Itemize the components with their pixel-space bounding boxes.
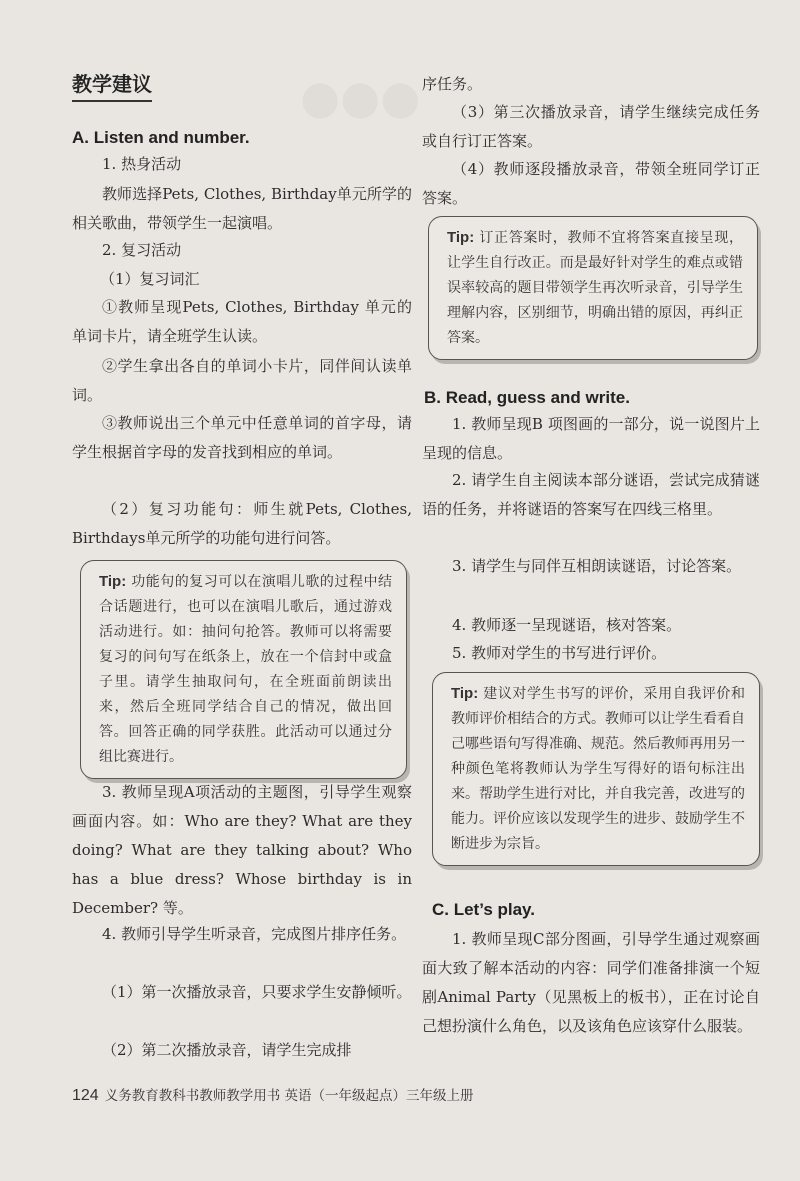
left-item-5: ①教师呈现Pets, Clothes, Birthday 单元的单词卡片，请全班学生认读。 — [72, 298, 412, 345]
left-item-1: 1. 热身活动 — [102, 155, 182, 173]
tip-label: Tip: — [451, 685, 479, 702]
section-title: 教学建议 — [72, 68, 152, 102]
left-item-12: （2）第二次播放录音，请学生完成排 — [102, 1041, 352, 1059]
faint-background-print: ●●● — [300, 70, 421, 124]
right-item-2: （3）第三次播放录音，请学生继续完成任务或自行订正答案。 — [422, 103, 760, 150]
left-item-4: （1）复习词汇 — [100, 270, 200, 288]
page-footer — [72, 1084, 474, 1105]
left-item-2: 教师选择Pets, Clothes, Birthday单元所学的相关歌曲，带领学生一起演唱。 — [72, 185, 412, 232]
heading-c: C. Let’s play. — [432, 900, 535, 919]
left-item-8: （2）复习功能句：师生就Pets, Clothes, Birthdays单元所学的功能句进行问答。 — [72, 500, 412, 547]
tip-label: Tip: — [447, 229, 475, 246]
heading-b: B. Read, guess and write. — [424, 388, 630, 407]
tip-text: 功能句的复习可以在演唱儿歌的过程中结合话题进行，也可以在演唱儿歌后，通过游戏活动进行。如：抽问句抢答。教师可以将需要复习的问句写在纸条上，放在一个信封中或盒子里。请学生抽取问句，在全班面前朗读出来，然后全班同学结合自己的情况，做出回答。回答正确的同学获胜。此活动可以通过分组比赛进行。 — [99, 574, 392, 765]
heading-a: A. Listen and number. — [72, 128, 250, 147]
left-item-6: ②学生拿出各自的单词小卡片，同伴间认读单词。 — [72, 357, 412, 404]
right-b-item-2: 2. 请学生自主阅读本部分谜语，尝试完成猜谜语的任务，并将谜语的答案写在四线三格里。 — [422, 471, 760, 518]
page-number: 124 — [72, 1087, 99, 1104]
tip-box-3 — [432, 672, 760, 866]
left-item-10: 4. 教师引导学生听录音，完成图片排序任务。 — [102, 925, 407, 943]
left-item-11: （1）第一次播放录音，只要求学生安静倾听。 — [102, 983, 412, 1001]
tip-label: Tip: — [99, 573, 127, 590]
left-item-3: 2. 复习活动 — [102, 241, 182, 259]
left-item-9: 3. 教师呈现A项活动的主题图，引导学生观察画面内容。如：Who are they? What are they doing? What are they talking about? Who has a blue dress? Whose birthday is in December? 等。 — [72, 783, 412, 917]
right-b-item-5: 5. 教师对学生的书写进行评价。 — [452, 644, 667, 662]
book-title: 义务教育教科书教师教学用书 英语（一年级起点）三年级上册 — [104, 1088, 474, 1104]
tip-text: 建议对学生书写的评价，采用自我评价和教师评价相结合的方式。教师可以让学生看看自己哪些语句写得准确、规范。然后教师再用另一种颜色笔将教师认为学生写得好的语句标注出来。帮助学生进行对比，并自我完善，改进写的能力。评价应该以发现学生的进步、鼓励学生不断进步为宗旨。 — [451, 686, 746, 852]
right-c-item-1: 1. 教师呈现C部分图画，引导学生通过观察画面大致了解本活动的内容：同学们准备排演一个短剧Animal Party（见黑板上的板书），正在讨论自己想扮演什么角色，以及该角色应该穿什么服装。 — [422, 930, 760, 1035]
tip-box-1 — [80, 560, 407, 779]
right-item-3: （4）教师逐段播放录音，带领全班同学订正答案。 — [422, 160, 760, 207]
tip-text: 订正答案时，教师不宜将答案直接呈现，让学生自行改正。而是最好针对学生的难点或错误率较高的题目带领学生再次听录音，引导学生理解内容，区别细节，明确出错的原因，再纠正答案。 — [447, 230, 744, 346]
right-b-item-1: 1. 教师呈现B 项图画的一部分，说一说图片上呈现的信息。 — [422, 415, 760, 462]
right-b-item-3: 3. 请学生与同伴互相朗读谜语，讨论答案。 — [452, 557, 742, 575]
right-b-item-4: 4. 教师逐一呈现谜语，核对答案。 — [452, 616, 682, 634]
left-item-7: ③教师说出三个单元中任意单词的首字母，请学生根据首字母的发音找到相应的单词。 — [72, 414, 412, 461]
right-item-1: 序任务。 — [422, 75, 483, 93]
tip-box-2 — [428, 216, 758, 360]
